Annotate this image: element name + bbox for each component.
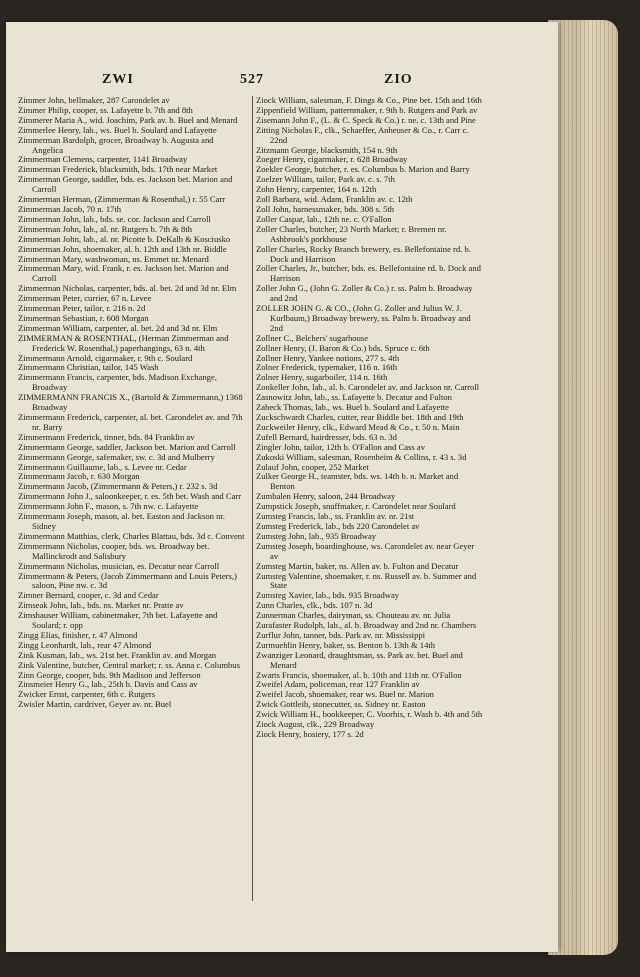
directory-entry: Zollner Henry, Yankee notions, 277 s. 4th	[256, 352, 400, 363]
directory-entry: Zumsteg John, lab., 935 Broadway	[256, 530, 377, 541]
directory-entry: Zoeger Henry, cigarmaker, r. 628 Broadway	[256, 154, 408, 165]
directory-entry: Zuckweiler Henry, clk., Edward Mead & Co., r. 50 n. Main	[256, 421, 460, 432]
directory-entry: Zoller Charles, Rocky Branch brewery, es. Bellefontaine rd. b. Dock and Harrison	[256, 243, 471, 264]
directory-entry: Zollner Henry, (J. Baron & Co.) bds. Spruce c. 6th	[256, 342, 430, 353]
directory-entry: ZIMMERMAN & ROSENTHAL, (Herman Zimmerman and Frederick W. Rosenthal,) paperhangings, 63 n. 4th	[18, 332, 229, 353]
directory-entry: Zimmerman John, lab., al. nr. Picotte b. DeKalb & Kosciusko	[18, 233, 231, 244]
directory-entry: Zulker George H., teamster, bds. ws. 14th b. n. Market and Benton	[256, 471, 459, 492]
directory-entry: Zimmermann Joseph, mason, al. bet. Easton and Jackson nr. Sidney	[18, 511, 225, 531]
directory-entry: Zurflur John, tanner, bds. Park av. nr. Mississippi	[256, 629, 426, 640]
right-guide-word: ZIO	[384, 72, 413, 87]
directory-entry: Zimmerman Peter, currier, 67 n. Levee	[18, 293, 152, 304]
directory-entry: Zimmerman John, lab., al. nr. Rutgers b. 7th & 8th	[18, 223, 193, 234]
directory-entry: Zimmermann George, saddler, Jackson bet. Marion and Carroll	[18, 441, 236, 452]
directory-entry: Zufell Bernard, hairdresser, bds. 63 n. 3d	[256, 431, 397, 442]
page-edges	[548, 20, 618, 955]
directory-entry: Zimmerman Frederick, blacksmith, bds. 17th near Market	[18, 164, 218, 175]
directory-entry: Zumsteg Xavier, lab., bds. 935 Broadway	[256, 590, 400, 601]
directory-entry: Zukoski William, salesman, Rosenheim & Collins, r. 43 s. 3d	[256, 451, 467, 462]
directory-entry: Zimmermann Jacob, (Zimmermann & Peters,) r. 232 s. 3d	[18, 481, 218, 492]
directory-entry: Zimmer Philip, cooper, ss. Lafayette b. 7th and 8th	[18, 104, 193, 115]
directory-entry: Zimmermann Jacob, r. 630 Morgan	[18, 471, 140, 482]
directory-entry: Zimmermann Francis, carpenter, bds. Madison Exchange, Broadway	[18, 372, 217, 393]
directory-entry: Zimmerman John, shoemaker, al. b. 12th and 13th nr. Biddle	[18, 243, 227, 254]
directory-entry: Zumsteg Martin, baker, ns. Allen av. b. Fulton and Decatur	[256, 560, 459, 571]
directory-entry: Zimmerman Mary, washwoman, ns. Emmet nr. Menard	[18, 253, 209, 264]
directory-entry: Zingg Leonhardt, lab., rear 47 Almond	[18, 639, 152, 650]
directory-entry: Zulauf John, cooper, 252 Market	[256, 461, 369, 472]
directory-entry: Zippenfield William, patternmaker, r. 9th b. Rutgers and Park av	[256, 104, 478, 115]
directory-entry: Zimmerman Clemens, carpenter, 1141 Broadway	[18, 154, 188, 165]
directory-entry: Zimmermann Matthias, clerk, Charles Blattau, bds. 3d c. Convent	[18, 530, 245, 541]
directory-entry: ZIMMERMANN FRANCIS X., (Bartold & Zimmermann,) 1368 Broadway	[18, 392, 243, 413]
directory-entry: Zoll Barbara, wid. Adam, Franklin av. c. 12th	[256, 194, 413, 205]
directory-entry: Zimmermann John J., saloonkeeper, r. es. 5th bet. Wash and Carr	[18, 491, 242, 502]
directory-entry: Zoller Charles, Jr., butcher, bds. es. Bellefontaine rd. b. Dock and Harrison	[256, 263, 481, 284]
directory-entry: Zimmermann & Peters, (Jacob Zimmermann and Louis Peters,) saloon, Pine nw. c. 3d	[18, 570, 237, 591]
directory-entry: Zimmerman Nicholas, carpenter, bds. al. bet. 2d and 3d nr. Elm	[18, 283, 237, 294]
directory-entry: Zinsmeier Henry G., lab., 25th b. Davis and Cass av	[18, 679, 198, 690]
directory-entry: Zwarts Francis, shoemaker, al. b. 10th and 11th nr. O'Fallon	[256, 669, 462, 680]
directory-entry: Zimmermann John F., mason, s. 7th nw. c. Lafayette	[18, 501, 199, 512]
directory-entry: Zoelzer William, tailor, Park av. c. s. 7th	[256, 174, 395, 185]
directory-entry: Zimmerlee Henry, lab., ws. Buel b. Soulard and Lafayette	[18, 124, 217, 135]
directory-entry: Zollner C., Belchers' sugarhouse	[256, 332, 369, 343]
directory-entry: Zimmermann Arnold, cigarmaker, r. 9th c. Soulard	[18, 352, 193, 363]
directory-entry: Zumpstick Joseph, snuffmaker, r. Carondelet near Soulard	[256, 501, 456, 512]
directory-entry: Zuckschwardt Charles, cutter, rear Biddle bet. 18th and 19th	[256, 412, 464, 422]
directory-entry: Zumsteg Francis, lab., ss. Franklin av. nr. 21st	[256, 511, 415, 522]
directory-entry: Zimmerer Maria A., wid. Joachim, Park av. b. Buel and Menard	[18, 114, 238, 125]
directory-entry: Zoll John, harnessmaker, bds. 308 s. 5th	[256, 203, 395, 214]
directory-entry: Zimmerman John, lab., bds. se. cor. Jackson and Carroll	[18, 213, 211, 224]
directory-entry: Zoller Charles, butcher, 23 North Market; r. Bremen nr. Ashbrook's porkhouse	[256, 223, 447, 244]
directory-entry: Zwick Gottleib, stonecutter, ss. Sidney nr. Easton	[256, 699, 426, 710]
directory-entry: Zonkeller John, lab., al. b. Carondelet av. and Jackson nr. Carroll	[256, 382, 480, 393]
directory-entry: Zoller Caspar, lab., 12th ne. c. O'Fallon	[256, 213, 392, 224]
directory-entry: Zolner Henry, sugarboiler, 114 n. 16th	[256, 372, 388, 383]
right-column	[256, 96, 484, 740]
directory-entry: Zurafaster Rudolph, lab., al. b. Broadway and 2nd nr. Chambers	[256, 620, 477, 631]
directory-entry: Zumsteg Valentine, shoemaker, r. ns. Russell av. b. Summer and State	[256, 570, 477, 591]
directory-entry: Zunnerman Charles, dairyman, ss. Chouteau av. nr. Julia	[256, 610, 451, 621]
page-header	[6, 72, 558, 94]
directory-entry: Zisemann John F., (L. & C. Speck & Co.) r. ne. c. 13th and Pine	[256, 114, 476, 125]
directory-entry: Zimmerman William, carpenter, al. bet. 2d and 3d nr. Elm	[18, 322, 218, 333]
directory-entry: Zimmermann Christian, tailor, 145 Wash	[18, 362, 159, 373]
directory-entry: Zimmerman Bardolph, grocer, Broadway b. Augusta and Angelica	[18, 134, 214, 155]
directory-entry: Zimmermann Guillaume, lab., s. Levee nr. Cedar	[18, 461, 187, 472]
directory-entry: Zimmerman George, saddler, bds. es. Jackson bet. Marion and Carroll	[18, 174, 233, 195]
directory-entry: Zimmermann Frederick, tinner, bds. 84 Franklin av	[18, 431, 195, 442]
directory-entry: Zwicker Ernst, carpenter, 6th c. Rutgers	[18, 689, 156, 700]
directory-entry: Zimmermann Frederick, carpenter, al. bet. Carondelet av. and 7th nr. Barry	[18, 412, 243, 432]
directory-page	[6, 22, 558, 952]
directory-entry: Zasnowitz John, lab., ss. Lafayette b. Decatur and Fulton	[256, 392, 452, 403]
directory-entry: Zimmermann Nicholas, cooper, bds. ws. Broadway bet. Mallinckrodt and Salisbury	[18, 540, 210, 561]
directory-entry: Zurmuehlin Henry, baker, ss. Benton b. 13th & 14th	[256, 639, 436, 650]
page-number: 527	[240, 72, 264, 87]
directory-entry: Zingler John, tailor, 12th b. O'Fallon and Cass av	[256, 441, 426, 452]
left-guide-word: ZWI	[102, 72, 134, 87]
directory-entry: Zumsteg Joseph, boardinghouse, ws. Carondelet av. near Geyer av	[256, 540, 475, 561]
directory-entry: Zoekler George, butcher, r. es. Columbus b. Marion and Barry	[256, 164, 470, 175]
directory-entry: Zingg Elias, finisher, r. 47 Almond	[18, 629, 138, 640]
directory-entry: Zimmermann Nicholas, musician, es. Decatur near Carroll	[18, 560, 220, 571]
directory-entry: Zumbalen Henry, saloon, 244 Broadway	[256, 491, 396, 502]
directory-entry: Zwanziger Leonard, draughtsman, ss. Park av. bet. Buel and Menard	[256, 649, 463, 670]
directory-entry: Zunn Charles, clk., bds. 107 n. 3d	[256, 600, 373, 611]
directory-entry: Zinn George, cooper, bds. 9th Madison and Jefferson	[18, 669, 201, 680]
directory-entry: Zimmerman Peter, tailor, r. 216 n. 2d	[18, 303, 146, 314]
directory-entry: Zohn Henry, carpenter, 164 n. 12th	[256, 184, 377, 195]
directory-entry: Zimmerman Sebastian, r. 608 Morgan	[18, 312, 149, 323]
directory-entry: Zabeck Thomas, lab., ws. Buel b. Soulard and Lafayette	[256, 402, 449, 413]
directory-entry: Zweifel Jacob, shoemaker, rear ws. Buel nr. Marion	[256, 689, 434, 700]
directory-entry: Zimmer John, bellmaker, 287 Carondelet av	[18, 95, 170, 105]
directory-entry: Zimshauser William, cabinetmaker, 7th bet. Lafayette and Soulard; r. opp	[18, 610, 218, 631]
directory-entry: Zwisler Martin, cardriver, Geyer av. nr. Buel	[18, 699, 172, 710]
directory-entry: Zimmerman Herman, (Zimmerman & Rosenthal,) r. 55 Carr	[18, 194, 226, 205]
directory-entry: Zitzmann George, blacksmith, 154 n. 9th	[256, 144, 398, 155]
directory-entry: Zink Kusman, lab., ws. 21st bet. Franklin av. and Morgan	[18, 649, 217, 660]
column-divider	[252, 96, 253, 901]
directory-entry: Zimner Bernard, cooper, c. 3d and Cedar	[18, 590, 159, 601]
directory-entry: Zink Valentine, butcher, Central market; r. ss. Anna c. Columbus	[18, 659, 240, 670]
directory-entry: Zolner Frederick, typemaker, 116 n. 16th	[256, 362, 398, 373]
directory-entry: Zimseak John, lab., bds. ns. Market nr. Pratte av	[18, 600, 184, 611]
directory-entry: ZOLLER JOHN G. & CO., (John G. Zoller and Julius W. J. Kurlbaum,) Broadway brewery, ss. Palm b. Broadway and 2nd	[256, 303, 471, 333]
directory-entry: Ziock William, salesman, F. Dings & Co., Pine bet. 15th and 16th	[256, 95, 482, 105]
directory-entry: Zoller John G., (John G. Zoller & Co.) r. ss. Palm b. Broadway and 2nd	[256, 283, 473, 304]
directory-entry: Zimmerman Jacob, 70 n. 17th	[18, 203, 122, 214]
directory-entry: Zimmerman Mary, wid. Frank, r. es. Jackson bet. Marion and Carroll	[18, 263, 229, 284]
directory-entry: Ziock August, clk., 229 Broadway	[256, 719, 375, 730]
directory-entry: Zitting Nicholas F., clk., Schaeffer, Anheuser & Co., r. Carr c. 22nd	[256, 124, 469, 145]
directory-entry: Zweifel Adam, policeman, rear 127 Franklin av	[256, 679, 420, 690]
left-column	[18, 96, 246, 710]
directory-entry: Ziock Henry, hosiery, 177 s. 2d	[256, 729, 364, 739]
directory-entry: Zimmermann George, safemaker, sw. c. 3d and Mulberry	[18, 451, 215, 462]
directory-entry: Zumsteg Frederick, lab., bds 220 Carondelet av	[256, 520, 420, 531]
directory-entry: Zwick William H., bookkeeper, C. Voorhis, r. Wash b. 4th and 5th	[256, 709, 483, 720]
